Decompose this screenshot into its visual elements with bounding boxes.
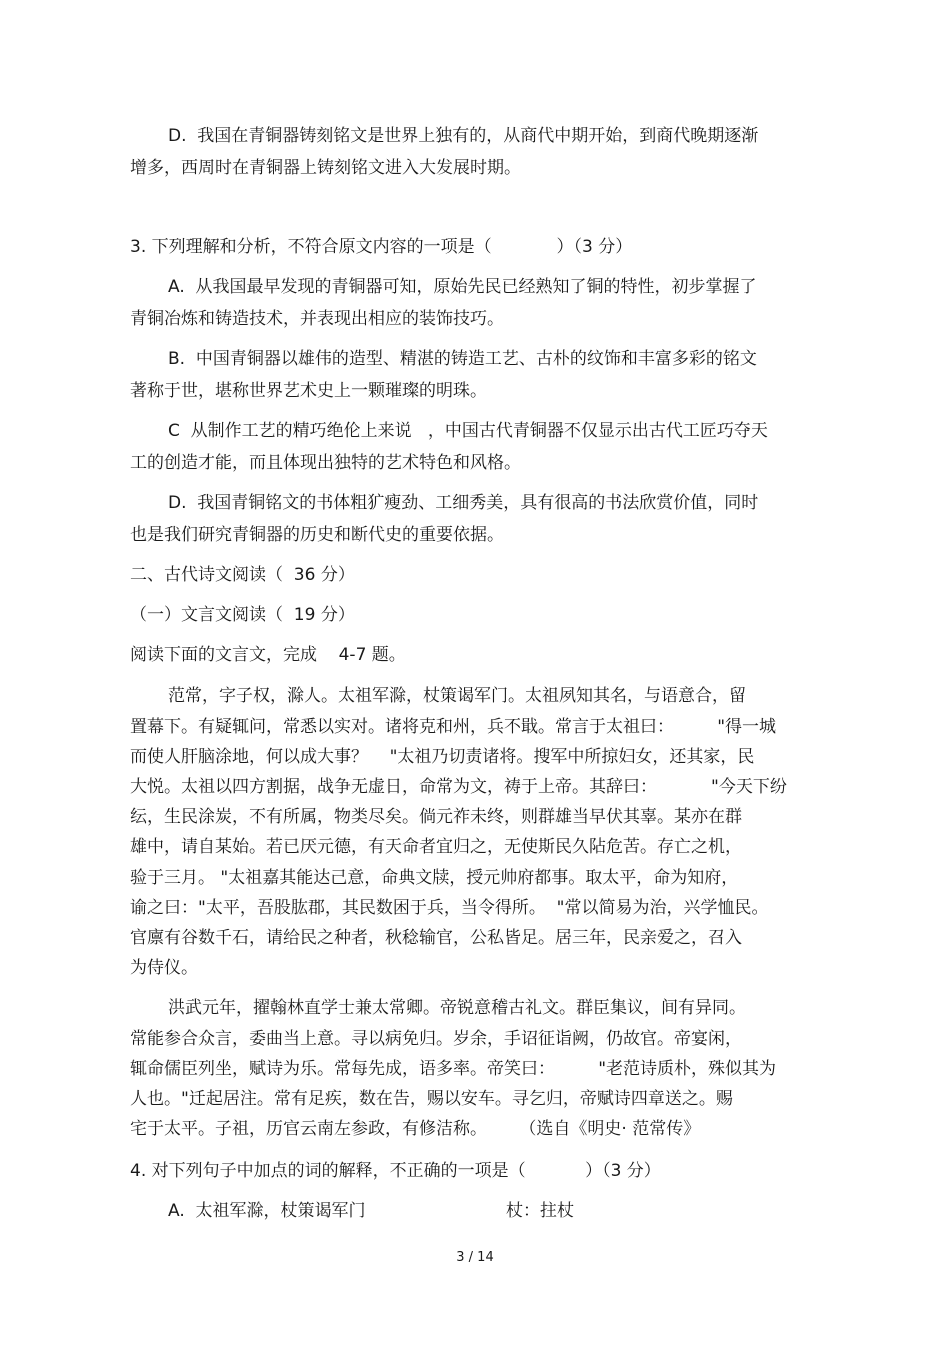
passage-line: 人也。"迁起居注。常有足疾，数在告，赐以安车。寻乞归，帝赋诗四章送之。赐 — [130, 1089, 733, 1109]
text-line: D. 我国在青铜器铸刻铭文是世界上独有的，从商代中期开始，到商代晚期逐渐 — [168, 126, 759, 146]
passage-line: 为侍仪。 — [130, 958, 198, 978]
text-line: 著称于世，堪称世界艺术史上一颗璀璨的明珠。 — [130, 381, 487, 401]
option-c: C 从制作工艺的精巧绝伦上来说 ，中国古代青铜器不仅显示出古代工匠巧夺天 — [168, 421, 768, 441]
subsection-heading: （一）文言文阅读（ 19 分） — [130, 605, 355, 625]
text-line: 增多，西周时在青铜器上铸刻铭文进入大发展时期。 — [130, 158, 521, 178]
passage-line: 而使人肝脑涂地，何以成大事？ "太祖乃切责诸将。搜军中所掠妇女，还其家，民 — [130, 747, 755, 767]
passage-line: 范常，字子权，滁人。太祖军滁，杖策谒军门。太祖夙知其名，与语意合，留 — [168, 686, 746, 706]
passage-line: 常能参合众言，委曲当上意。寻以病免归。岁余，手诏征诣阙，仍故官。帝宴闲， — [130, 1029, 742, 1049]
passage-line: 验于三月。 "太祖嘉其能达己意，命典文牍，授元帅府都事。取太平，命为知府， — [130, 868, 739, 888]
page-number: 3 / 14 — [456, 1250, 494, 1265]
option-a: A. 从我国最早发现的青铜器可知，原始先民已经熟知了铜的特性，初步掌握了 — [168, 277, 757, 297]
section-heading: 二、古代诗文阅读（ 36 分） — [130, 565, 355, 585]
text-line: 也是我们研究青铜器的历史和断代史的重要依据。 — [130, 525, 504, 545]
passage-line: 谕之曰："太平，吾股肱郡，其民数困于兵，当令得所。 "常以简易为治，兴学恤民。 — [130, 898, 769, 918]
passage-line: 官廪有谷数千石，请给民之种者，秋稔输官，公私皆足。居三年，民亲爱之，召入 — [130, 928, 742, 948]
question-3-heading: 3. 下列理解和分析，不符合原文内容的一项是（ ）（3 分） — [130, 237, 633, 257]
text-line: 工的创造才能，而且体现出独特的艺术特色和风格。 — [130, 453, 521, 473]
passage-line: 置幕下。有疑辄问，常悉以实对。诸将克和州，兵不戢。常言于太祖曰： "得一城 — [130, 717, 777, 737]
option-b: B. 中国青铜器以雄伟的造型、精湛的铸造工艺、古朴的纹饰和丰富多彩的铭文 — [168, 349, 757, 369]
passage-line: 洪武元年，擢翰林直学士兼太常卿。帝锐意稽古礼文。群臣集议，间有异同。 — [168, 998, 746, 1018]
passage-line: 辄命儒臣列坐，赋诗为乐。常每先成，语多率。帝笑曰： "老范诗质朴，殊似其为 — [130, 1059, 777, 1079]
passage-source: 宅于太平。子祖，历官云南左参政，有修洁称。 （选自《明史· 范常传》 — [130, 1119, 701, 1139]
passage-line: 大悦。太祖以四方割据，战争无虚日，命常为文，祷于上帝。其辞曰： "今天下纷 — [130, 777, 787, 797]
instruction-text: 阅读下面的文言文，完成 4-7 题。 — [130, 645, 406, 665]
question-4-heading: 4. 对下列句子中加点的词的解释，不正确的一项是（ ）（3 分） — [130, 1161, 661, 1181]
passage-line: 纭，生民涂炭，不有所属，物类尽矣。倘元祚未终，则群雄当早伏其辜。某亦在群 — [130, 807, 742, 827]
option-a: A. 太祖军滁，杖策谒军门 杖：拄杖 — [168, 1201, 575, 1221]
text-line: 青铜冶炼和铸造技术，并表现出相应的装饰技巧。 — [130, 309, 504, 329]
passage-line: 雄中，请自某始。若已厌元德，有天命者宜归之，无使斯民久阽危苦。存亡之机， — [130, 837, 742, 857]
option-d: D. 我国青铜铭文的书体粗犷瘦劲、工细秀美，具有很高的书法欣赏价值，同时 — [168, 493, 759, 513]
